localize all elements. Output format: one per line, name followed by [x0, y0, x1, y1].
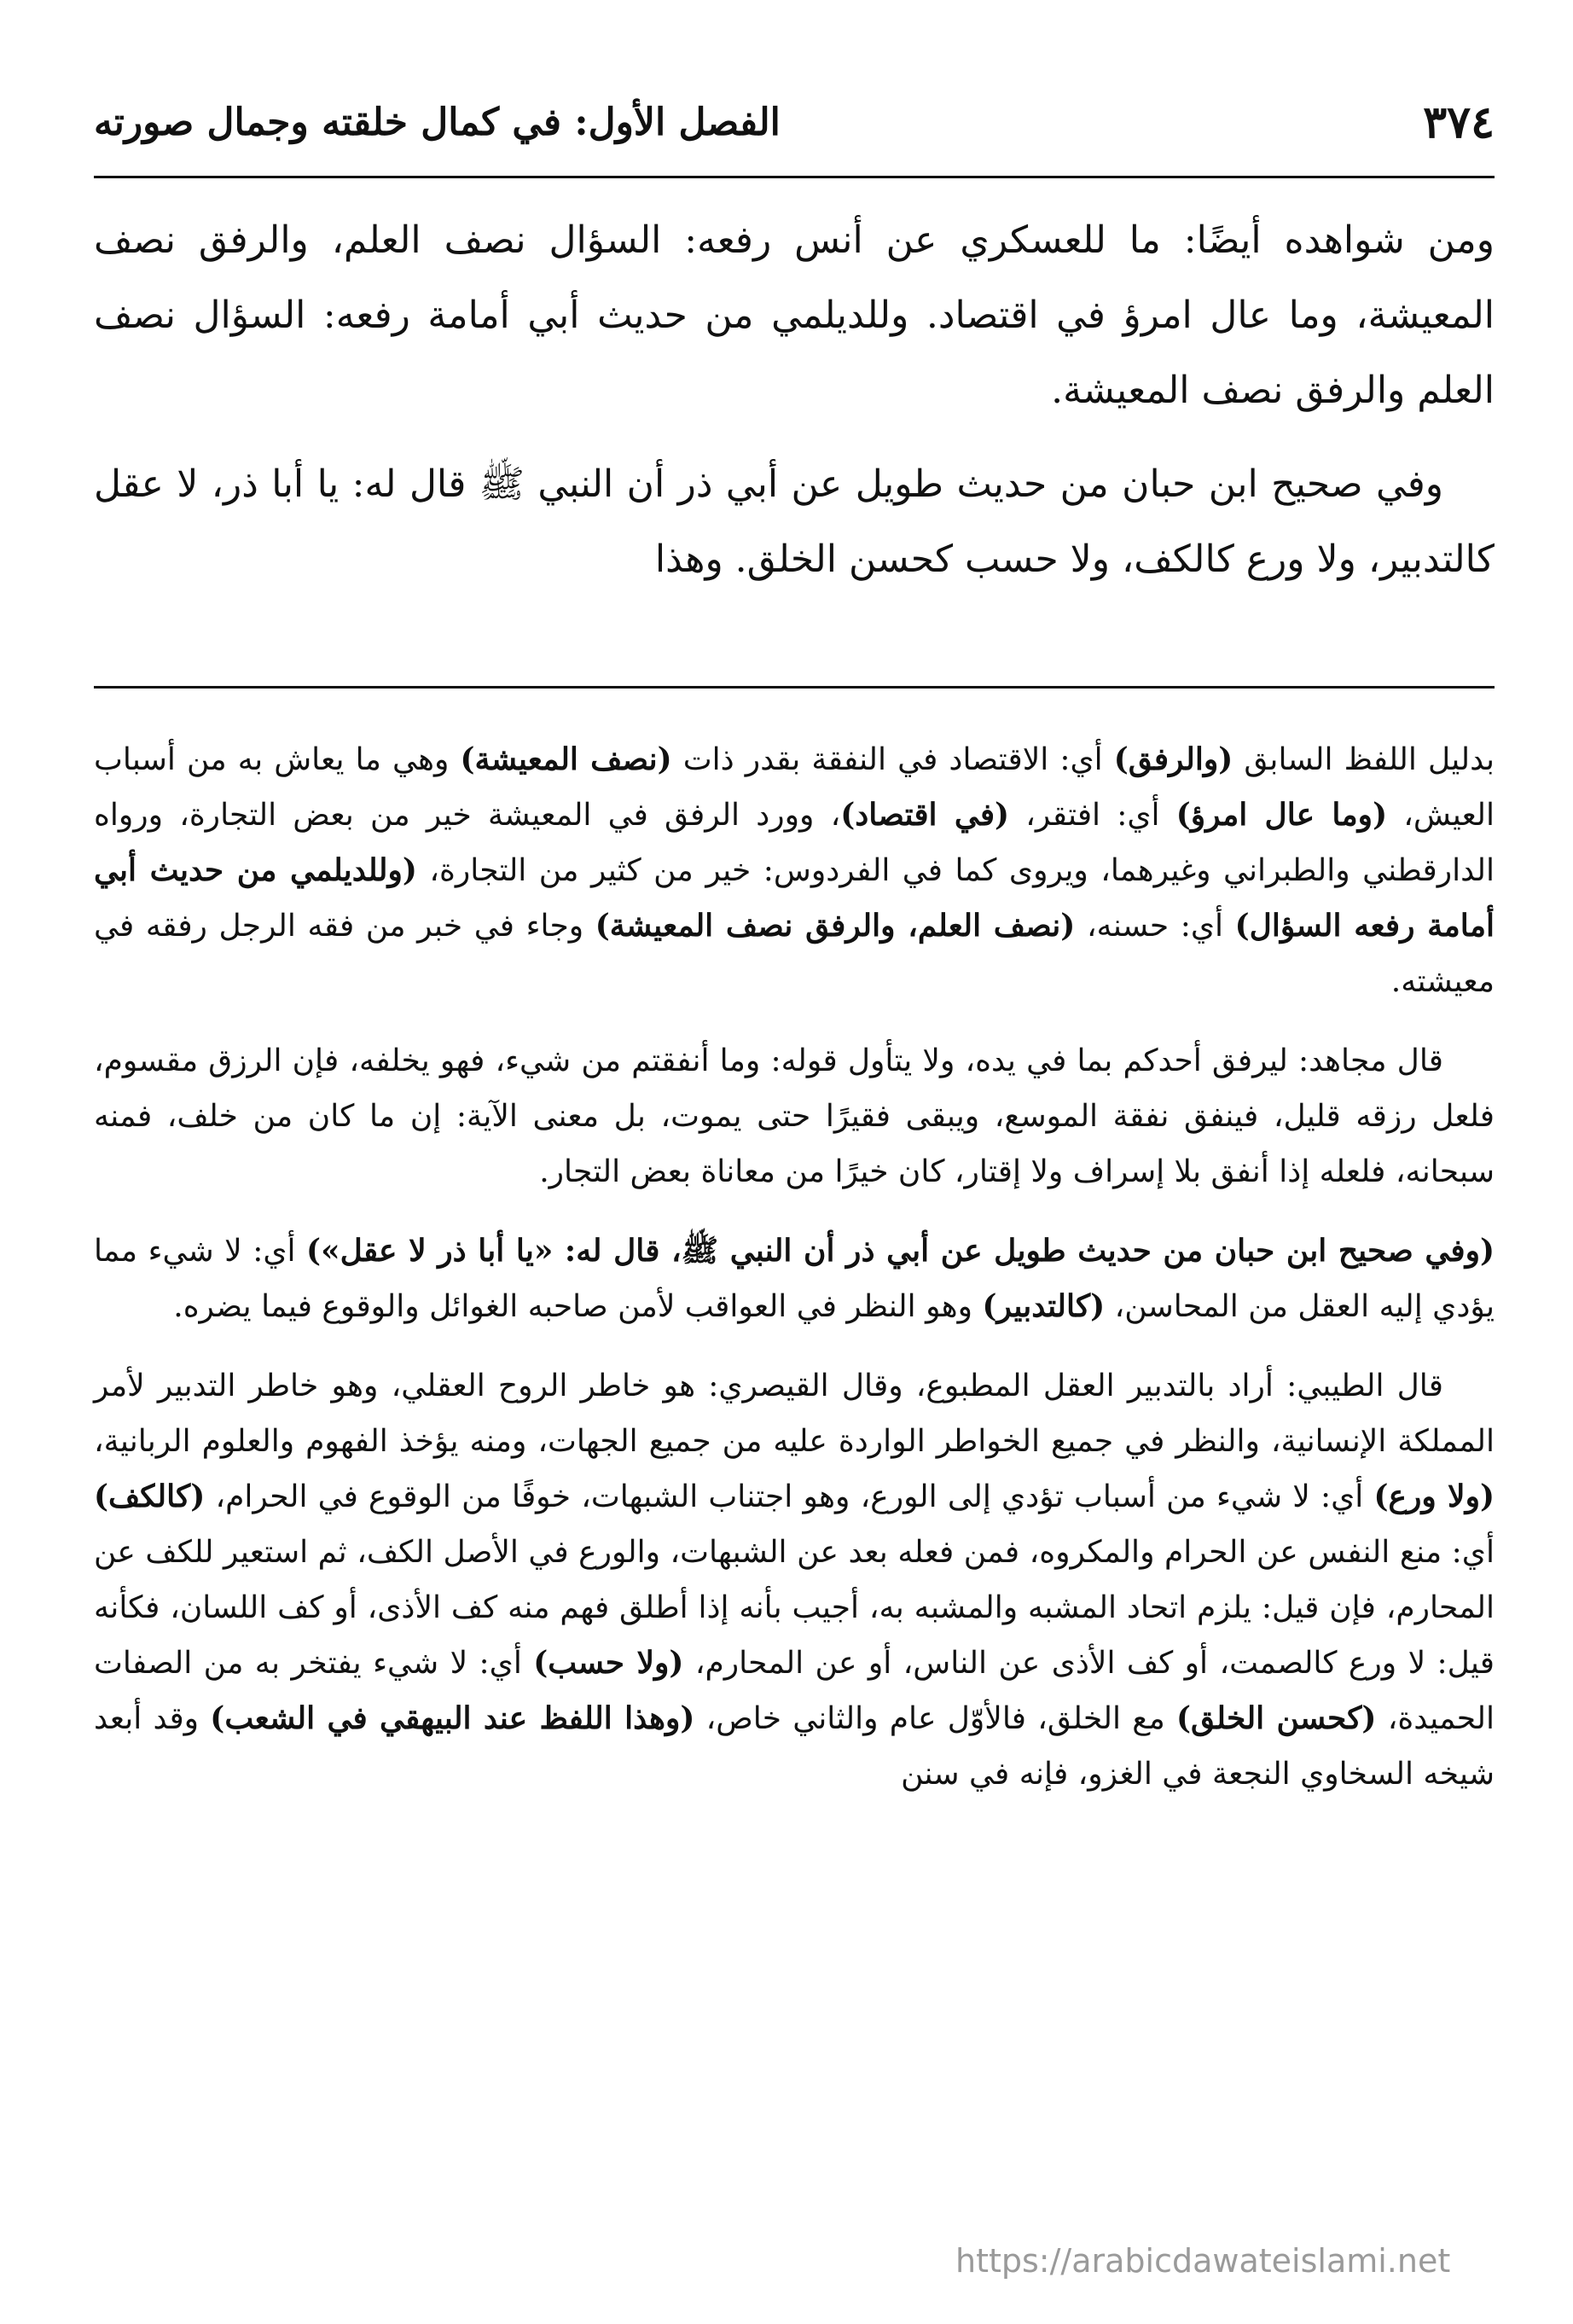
commentary-paragraph-4: [94, 1358, 1495, 1802]
commentary-text: مع الخلق، فالأوّل عام والثاني خاص،: [694, 1701, 1176, 1736]
header-rule: [94, 176, 1495, 178]
commentary-lemma: (كالتدبير): [982, 1288, 1106, 1324]
page-header: [94, 92, 1495, 152]
commentary-text: بدليل اللفظ السابق: [1233, 742, 1495, 777]
commentary-text: قال الطيبي: أراد بالتدبير العقل المطبوع، وقال القيصري: هو خاطر الروح العقلي، وهو خاطر التدبير لأمر المملكة الإنسانية، والنظر في جميع الخواطر الواردة عليه من جميع الجهات، ومنه يؤخذ الفهوم والعلوم الربانية،: [94, 1368, 1495, 1459]
commentary-text: وجاء في خبر من فقه الرجل رفقه في معيشته.: [94, 909, 1495, 999]
commentary-lemma: (كحسن الخلق): [1175, 1700, 1377, 1736]
commentary-lemma: (نصف العلم، والرفق نصف المعيشة): [595, 908, 1076, 944]
commentary-text: أي: منع النفس عن الحرام والمكروه، فمن فعله بعد عن الشبهات، والورع في الأصل الكف، ثم استعير للكف عن المحارم، فإن قيل: يلزم اتحاد المشبه والمشبه به، أجيب بأنه إذا أطلق فهم منه كف الأذى، أو كف اللسان، فكأنه قيل: لا ورع كالصمت، أو كف الأذى عن الناس، أو عن المحارم،: [94, 1535, 1495, 1681]
commentary-lemma: (وهذا اللفظ عند البيهقي في الشعب): [210, 1700, 695, 1736]
commentary-lemma: (وللديلمي من حديث أبي أمامة رفعه السؤال): [94, 852, 1495, 944]
commentary: [94, 732, 1495, 1826]
commentary-lemma: (في اقتصاد): [840, 797, 1010, 833]
commentary-lemma: (وفي صحيح ابن حبان من حديث طويل عن أبي ذر أن النبي ﷺ، قال له: «يا أبا ذر لا عقل»): [306, 1233, 1495, 1269]
commentary-paragraph-2: قال مجاهد: ليرفق أحدكم بما في يده، ولا يتأول قوله: وما أنفقتم من شيء، فهو يخلفه، فإن الرزق مقسوم، فلعل رزقه قليل، فينفق نفقة الموسع، ويبقى فقيرًا حتى يموت، بل معنى الآية: إن ما كان من خلف، فمنه سبحانه، فلعله إذا أنفق بلا إسراف ولا إقتار، كان خيرًا من معاناة بعض التجار.: [94, 1043, 1495, 1189]
commentary-text: أي: لا شيء من أسباب تؤدي إلى الورع، وهو اجتناب الشبهات، خوفًا من الوقوع في الحرام،: [205, 1479, 1374, 1514]
commentary-text: أي: الاقتصاد في النفقة بقدر ذات: [671, 742, 1114, 777]
commentary-text: ، وورد الرفق في المعيشة خير من بعض التجارة، ورواه الدارقطني والطبراني وغيرهما، ويروى كما في الفردوس: خير من كثير من التجارة،: [94, 798, 1495, 888]
commentary-lemma: (ولا حسب): [533, 1645, 684, 1681]
commentary-lemma: (ولا ورع): [1373, 1479, 1495, 1514]
commentary-text: وهو النظر في العواقب لأمن صاحبه الغوائل والوقوع فيما يضره.: [173, 1289, 983, 1324]
commentary-text: وقد أبعد شيخه السخاوي النجعة في الغزو، فإنه في سنن: [94, 1701, 1495, 1792]
main-text: [94, 203, 1495, 616]
chapter-title: الفصل الأول: في كمال خلقته وجمال صورته: [94, 100, 781, 144]
main-paragraph-2: وفي صحيح ابن حبان من حديث طويل عن أبي ذر أن النبي ﷺ قال له: يا أبا ذر، لا عقل كالتدبير، ولا ورع كالكف، ولا حسب كحسن الخلق. وهذا: [94, 462, 1495, 581]
footnote-separator: [94, 686, 1495, 688]
commentary-lemma: (والرفق): [1113, 741, 1233, 777]
commentary-text: أي: لا شيء يفتخر به من الصفات الحميدة،: [94, 1646, 1495, 1736]
commentary-text: أي: لا شيء مما يؤدي إليه العقل من المحاسن،: [94, 1234, 1495, 1324]
main-paragraph-1: ومن شواهده أيضًا: ما للعسكري عن أنس رفعه: السؤال نصف العلم، والرفق نصف المعيشة، وما عال امرؤ في اقتصاد. وللديلمي من حديث أبي أمامة رفعه: السؤال نصف العلم والرفق نصف المعيشة.: [94, 218, 1495, 412]
page-number: ٣٧٤: [1423, 96, 1495, 148]
commentary-text: أي: حسنه،: [1075, 909, 1235, 944]
commentary-lemma: (كالكف): [94, 1479, 206, 1514]
commentary-text: وهي ما يعاش به من أسباب العيش،: [94, 742, 1495, 833]
commentary-paragraph-3: [94, 1223, 1495, 1334]
watermark-url: https://arabicdawateislami.net: [955, 2242, 1451, 2280]
commentary-lemma: (وما عال امرؤ): [1175, 797, 1388, 833]
commentary-lemma: (نصف المعيشة): [460, 741, 672, 777]
commentary-paragraph-1: [94, 732, 1495, 1009]
commentary-text: أي: افتقر،: [1009, 798, 1176, 833]
